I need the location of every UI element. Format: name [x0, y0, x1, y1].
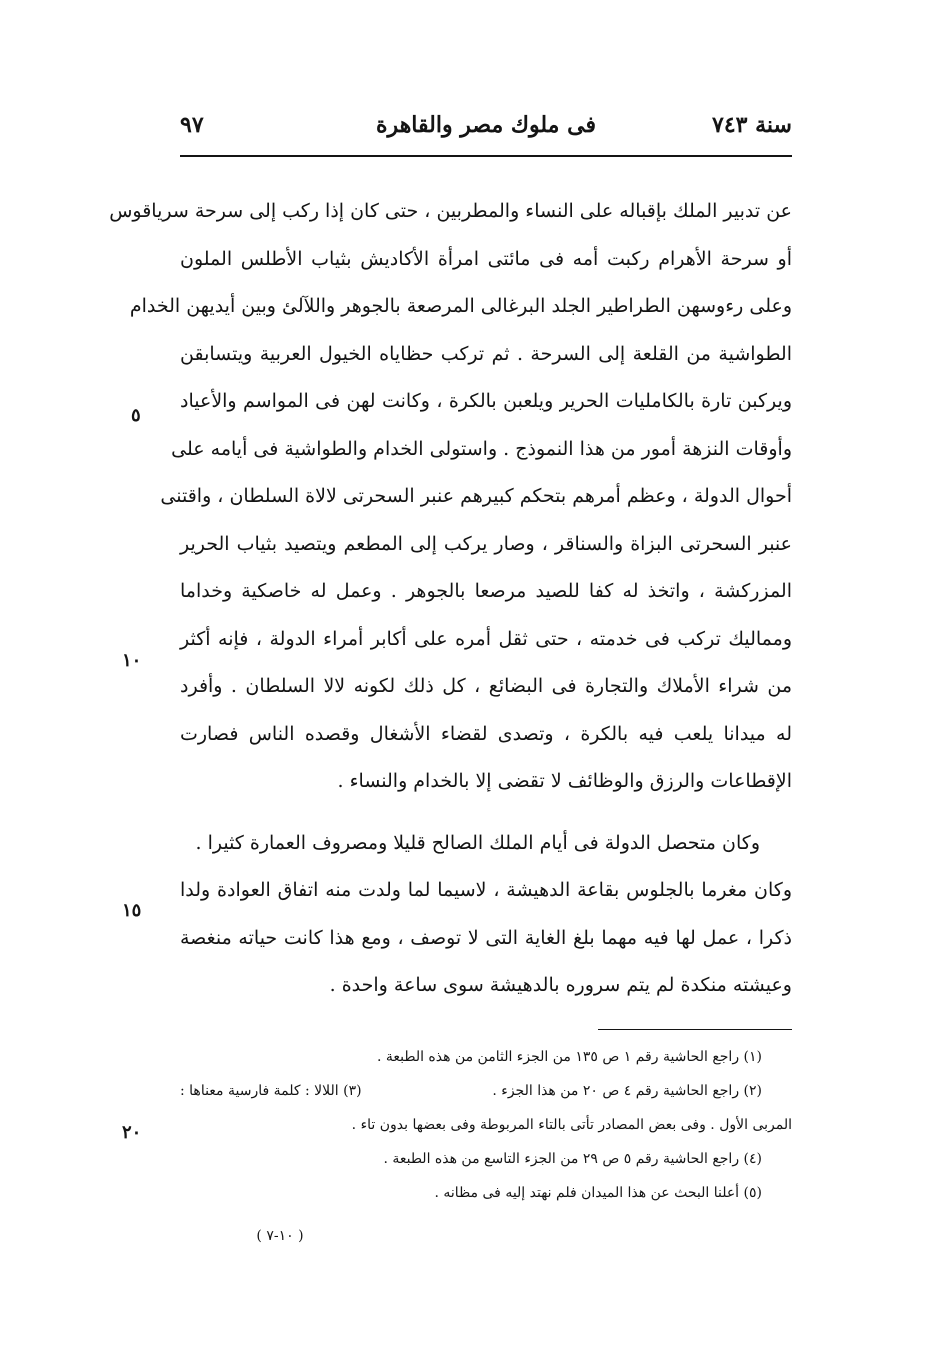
- footnote-divider: [598, 1029, 792, 1030]
- text-line: أو سرحة الأهرام ركبت أمه فى مائتى امرأة الأكاديش بثياب الأطلس الملون: [180, 247, 792, 270]
- text-line: وكان مغرما بالجلوس بقاعة الدهيشة ، لاسيما لما ولدت منه اتفاق العوادة ولدا: [180, 879, 792, 901]
- text-line: ويركبن تارة بالكامليات الحرير ويلعبن بالكرة ، وكانت لهن فى المواسم والأعياد: [180, 390, 792, 412]
- running-header: [180, 112, 792, 152]
- footnote-4: (٤) راجع الحاشية رقم ٥ ص ٢٩ من الجزء التاسع من هذه الطبعة .: [383, 1151, 762, 1167]
- page-number: ٩٧: [180, 112, 204, 138]
- text-line: وأوقات النزهة أمور من هذا النموذج . واستولى الخدام والطواشية فى أيامه على: [171, 437, 792, 460]
- paragraph-gap: [180, 806, 792, 820]
- footnote-2: (٢) راجع الحاشية رقم ٤ ص ٢٠ من هذا الجزء .: [492, 1083, 762, 1099]
- text-line: له ميدانا يلعب فيه بالكرة ، وتصدى لقضاء الأشغال وقصده الناس فصارت: [180, 722, 792, 745]
- header-divider: [180, 155, 792, 157]
- footnote-1: (١) راجع الحاشية رقم ١ ص ١٣٥ من الجزء الثامن من هذه الطبعة .: [376, 1049, 762, 1065]
- text-line: الإقطاعات والرزق والوظائف لا تقضى إلا بالخدام والنساء .: [337, 770, 792, 792]
- text-line: المزركشة ، واتخذ له كفا للصيد مرصعا بالجوهر . وعمل له خاصكية وخداما: [180, 580, 792, 602]
- printer-signature: ( ١٠-٧ ): [256, 1228, 304, 1244]
- footnote-3: (٣) اللالا : كلمة فارسية معناها :: [180, 1083, 362, 1099]
- text-line: الطواشية من القلعة إلى السرحة . ثم تركب حظاياه الخيول العربية ويتسابقن: [180, 342, 792, 365]
- header-title: فى ملوك مصر والقاهرة: [376, 112, 596, 138]
- line-number-5: ٥: [131, 405, 141, 426]
- text-line: وكان متحصل الدولة فى أيام الملك الصالح قليلا ومصروف العمارة كثيرا .: [195, 831, 760, 854]
- line-number-10: ١٠: [122, 650, 142, 671]
- line-number-20: ٢٠: [122, 1122, 142, 1143]
- text-line: وعلى رءوسهن الطراطير الجلد البرغالى المرصعة بالجوهر واللآلئ وبين أيديهن الخدام: [129, 295, 792, 317]
- text-line: عنبر السحرتى البزاة والسناقر ، وصار يركب إلى المطعم ويتصيد بثياب الحرير: [180, 532, 792, 555]
- text-line: ومماليك تركب فى خدمته ، حتى ثقل أمره على أكابر أمراء الدولة ، فإنه أكثر: [180, 627, 792, 650]
- text-line: ذكرا ، عمل لها فيه مهما بلغ الغاية التى لا توصف ، ومع هذا كانت حياته منغصة: [180, 926, 792, 949]
- text-line: عن تدبير الملك بإقباله على النساء والمطربين ، حتى كان إذا ركب إلى سرحة سرياقوس: [109, 200, 792, 222]
- footnote-5: (٥) أعلنا البحث عن هذا الميدان فلم نهتد إليه فى مظانه .: [434, 1185, 762, 1201]
- text-line: وعيشته منكدة لم يتم سروره بالدهيشة سوى ساعة واحدة .: [329, 974, 792, 996]
- line-number-15: ١٥: [122, 900, 142, 921]
- footnote-3-continued: المربى الأول . وفى بعض المصادر تأتى بالتاء المربوطة وفى بعضها بدون تاء .: [351, 1117, 792, 1133]
- footnote-row-2-3: [180, 1074, 792, 1108]
- header-year: سنة ٧٤٣: [712, 112, 792, 138]
- text-line: أحوال الدولة ، وعظم أمرهم بتحكم كبيرهم عنبر السحرتى لالاة السلطان ، واقتنى: [160, 485, 792, 507]
- footnotes: [180, 1040, 792, 1210]
- text-line: من شراء الأملاك والتجارة فى البضائع ، كل ذلك لكونه لالا السلطان . وأفرد: [180, 675, 792, 697]
